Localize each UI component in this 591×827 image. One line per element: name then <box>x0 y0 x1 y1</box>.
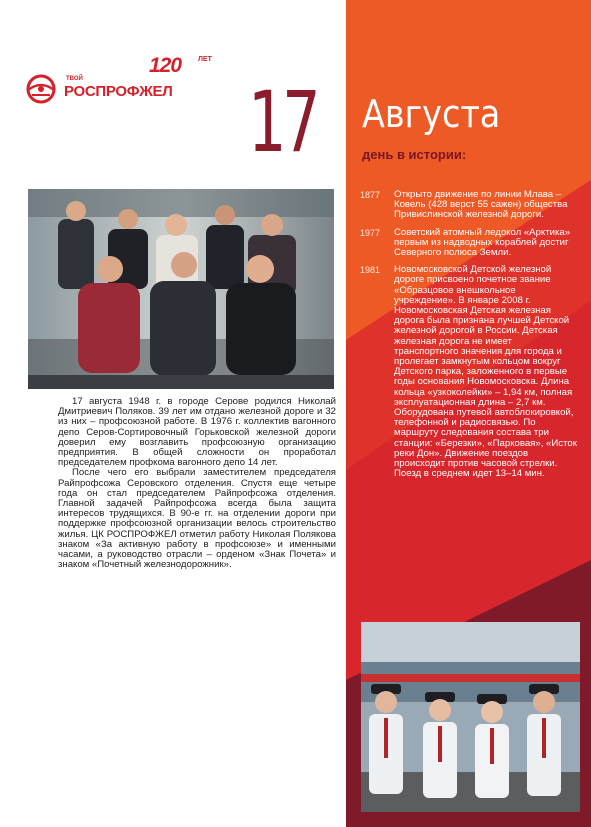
anniversary-suffix: ЛЕТ <box>198 56 212 63</box>
date-day: 17 <box>248 73 317 171</box>
event-text: Новомосковской Детской железной дороге присвоено почетное звание «Образцовое внешкольное учреждение». В январе 2008 г. Новомосковская Детская железная дорога была признана лучшей Детской железной дорогой в России. Детская железная дорога не имеет транспортного значения для города и пролегает замкнутым кольцом вокруг Детского парка, заложенного в первые годы основания Новомосковска. Длина кольца «узкоколейки» – 1,94 км, полная эксплуатационная длина – 2,7 км. Оборудована путевой автоблокировкой, телефонной и радиосвязью. По маршруту следования состава три станции: «Березки», «Парковая», «Исток реки Дон». Движение поездов происходит против часовой стрелки. Поезд в среднем идет 13–14 мин. <box>394 264 577 480</box>
anniversary-number: 120 <box>149 54 182 77</box>
children-railway-photo-image <box>361 622 580 812</box>
railway-emblem-icon <box>26 74 56 104</box>
event-year: 1877 <box>360 190 381 200</box>
history-event <box>360 265 586 479</box>
article-paragraph: После чего его выбрали заместителем председателя Райпрофсожа Серовского отделения. Спустя еще четыре года он стал председателем Райпрофсожа отделения. Главной задачей Райпрофсожа всегда была защита интересов трудящихся. В 90-е гг. на отделении дороги при поддержке профсоюзной организации велось строительство жилья. ЦК РОСПРОФЖЕЛ отметил работу Николая Полякова знаком «За активную работу в профсоюзе» и именными часами, а руководство отрасли – орденом «Знак Почета» и знаком «Почетный железнодорожник». <box>58 467 336 571</box>
event-text: Открыто движение по линии Млава – Ковель (428 верст 55 сажен) общества Привислинской железной дороги. <box>394 189 568 221</box>
history-event <box>360 190 586 221</box>
rosprofzhel-logo <box>26 52 226 112</box>
logo-name: РОСПРОФЖЕЛ <box>64 83 173 100</box>
children-railway-photo <box>361 622 580 812</box>
group-photo-image <box>28 189 334 389</box>
event-year: 1981 <box>360 265 381 276</box>
history-events <box>360 190 586 486</box>
group-photo <box>28 189 334 389</box>
main-article <box>58 397 336 570</box>
date-month: Августа <box>362 92 501 136</box>
section-subtitle: день в истории: <box>362 147 467 162</box>
history-event <box>360 228 586 259</box>
event-year: 1977 <box>360 227 381 238</box>
event-text: Советский атомный ледокол «Арктика» первым из надводных кораблей достиг Северного полюса Земли. <box>394 226 571 259</box>
article-paragraph: 17 августа 1948 г. в городе Серове родился Николай Дмитриевич Поляков. 39 лет им отдано железной дороге и 32 из них – профсоюзной работе. В 1976 г. коллектив вагонного депо Серов-Сортировочный Горьковской железной дороги доверил ему возглавить профсоюзную организацию предприятия. В общей сложности он проработал председателем профкома вагонного депо 14 лет. <box>58 396 336 469</box>
logo-tagline: ТВОЙ <box>66 76 83 82</box>
